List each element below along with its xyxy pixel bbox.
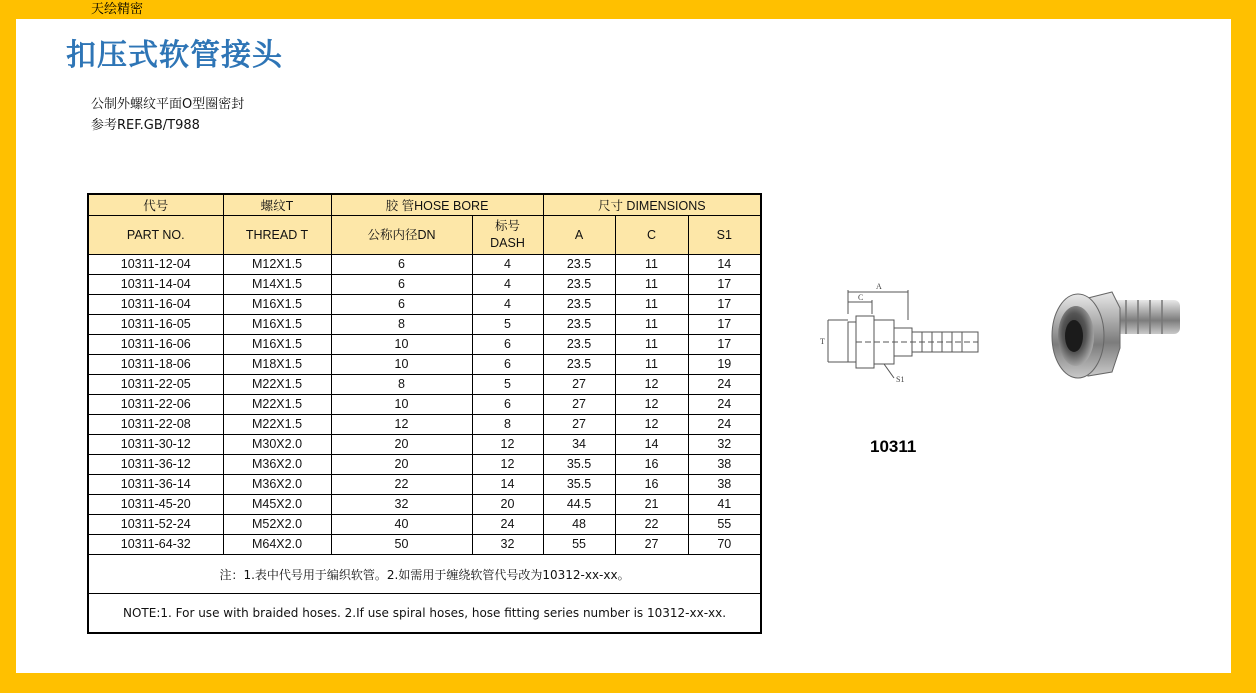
cell-c: 14 [615, 435, 688, 455]
cell-c: 22 [615, 515, 688, 535]
cell-a: 23.5 [543, 255, 615, 275]
cell-thread: M18X1.5 [223, 355, 331, 375]
cell-thread: M16X1.5 [223, 315, 331, 335]
cell-a: 44.5 [543, 495, 615, 515]
cell-c: 16 [615, 475, 688, 495]
drawing-label-c: C [858, 293, 864, 302]
cell-a: 27 [543, 395, 615, 415]
header-dash [472, 216, 543, 255]
cell-dash: 4 [472, 275, 543, 295]
cell-dash: 6 [472, 395, 543, 415]
cell-part-no: 10311-36-12 [88, 455, 223, 475]
cell-dash: 12 [472, 455, 543, 475]
cell-thread: M64X2.0 [223, 535, 331, 555]
table-row [88, 315, 761, 335]
cell-s1: 17 [688, 295, 761, 315]
cell-thread: M16X1.5 [223, 335, 331, 355]
subtitle-reference: 参考REF.GB/T988 [91, 118, 200, 133]
header-a: A [543, 216, 615, 255]
cell-c: 12 [615, 395, 688, 415]
cell-thread: M30X2.0 [223, 435, 331, 455]
table-row [88, 375, 761, 395]
cell-part-no: 10311-18-06 [88, 355, 223, 375]
cell-dn: 40 [331, 515, 472, 535]
header-part-no: PART NO. [88, 216, 223, 255]
cell-dn: 6 [331, 295, 472, 315]
cell-a: 55 [543, 535, 615, 555]
cell-thread: M36X2.0 [223, 455, 331, 475]
table-row [88, 435, 761, 455]
cell-s1: 70 [688, 535, 761, 555]
cell-part-no: 10311-64-32 [88, 535, 223, 555]
table-row [88, 515, 761, 535]
table-row [88, 535, 761, 555]
cell-dash: 4 [472, 295, 543, 315]
cell-thread: M12X1.5 [223, 255, 331, 275]
cell-c: 11 [615, 275, 688, 295]
cell-dash: 14 [472, 475, 543, 495]
cell-part-no: 10311-16-05 [88, 315, 223, 335]
cell-dn: 6 [331, 255, 472, 275]
cell-dash: 12 [472, 435, 543, 455]
header-dash-en: DASH [490, 236, 525, 250]
cell-s1: 55 [688, 515, 761, 535]
cell-part-no: 10311-52-24 [88, 515, 223, 535]
cell-thread: M36X2.0 [223, 475, 331, 495]
cell-part-no: 10311-16-06 [88, 335, 223, 355]
cell-a: 35.5 [543, 455, 615, 475]
cell-s1: 24 [688, 375, 761, 395]
cell-dn: 8 [331, 375, 472, 395]
cell-thread: M14X1.5 [223, 275, 331, 295]
cell-s1: 17 [688, 315, 761, 335]
cell-dn: 50 [331, 535, 472, 555]
cell-dn: 20 [331, 455, 472, 475]
header-thread: 螺纹T [223, 194, 331, 216]
cell-s1: 19 [688, 355, 761, 375]
cell-s1: 32 [688, 435, 761, 455]
fitting-photo [1048, 288, 1183, 388]
subtitle-description: 公制外螺纹平面O型圈密封 [91, 97, 245, 112]
product-code-caption: 10311 [870, 437, 917, 456]
cell-a: 23.5 [543, 355, 615, 375]
note-chinese: 注：1.表中代号用于编织软管。2.如需用于缠绕软管代号改为10312-xx-xx。 [88, 555, 761, 594]
header-dimensions: 尺寸 DIMENSIONS [543, 194, 761, 216]
drawing-label-s1: S1 [896, 375, 905, 384]
cell-c: 12 [615, 415, 688, 435]
cell-part-no: 10311-45-20 [88, 495, 223, 515]
cell-dash: 24 [472, 515, 543, 535]
drawing-label-a: A [876, 282, 882, 291]
cell-part-no: 10311-16-04 [88, 295, 223, 315]
cell-s1: 17 [688, 275, 761, 295]
table-row [88, 295, 761, 315]
cell-c: 12 [615, 375, 688, 395]
cell-s1: 17 [688, 335, 761, 355]
cell-part-no: 10311-30-12 [88, 435, 223, 455]
table-row [88, 355, 761, 375]
cell-part-no: 10311-14-04 [88, 275, 223, 295]
table-row [88, 495, 761, 515]
table-row [88, 455, 761, 475]
cell-c: 11 [615, 295, 688, 315]
cell-dn: 22 [331, 475, 472, 495]
header-code: 代号 [88, 194, 223, 216]
cell-part-no: 10311-36-14 [88, 475, 223, 495]
cell-a: 34 [543, 435, 615, 455]
cell-dash: 5 [472, 315, 543, 335]
header-s1: S1 [688, 216, 761, 255]
page-title: 扣压式软管接头 [66, 38, 283, 73]
cell-s1: 24 [688, 415, 761, 435]
cell-thread: M16X1.5 [223, 295, 331, 315]
cell-a: 27 [543, 415, 615, 435]
header-hose-bore: 胶 管HOSE BORE [331, 194, 543, 216]
cell-dn: 8 [331, 315, 472, 335]
cell-s1: 38 [688, 475, 761, 495]
cell-thread: M22X1.5 [223, 375, 331, 395]
brand-name: 天绘精密 [91, 2, 144, 17]
cell-a: 27 [543, 375, 615, 395]
cell-c: 21 [615, 495, 688, 515]
cell-thread: M22X1.5 [223, 395, 331, 415]
cell-a: 23.5 [543, 335, 615, 355]
drawing-label-t: T [820, 337, 825, 346]
cell-thread: M45X2.0 [223, 495, 331, 515]
cell-c: 11 [615, 335, 688, 355]
table-row [88, 395, 761, 415]
cell-dash: 8 [472, 415, 543, 435]
cell-a: 23.5 [543, 315, 615, 335]
table-row [88, 275, 761, 295]
table-row [88, 415, 761, 435]
table-row [88, 335, 761, 355]
cell-dn: 10 [331, 335, 472, 355]
cell-c: 16 [615, 455, 688, 475]
cell-dash: 32 [472, 535, 543, 555]
cell-dn: 6 [331, 275, 472, 295]
cell-a: 35.5 [543, 475, 615, 495]
cell-a: 23.5 [543, 275, 615, 295]
header-dash-cn: 标号 [495, 219, 521, 233]
header-c: C [615, 216, 688, 255]
cell-s1: 41 [688, 495, 761, 515]
header-thread-t: THREAD T [223, 216, 331, 255]
cell-dn: 20 [331, 435, 472, 455]
cell-s1: 14 [688, 255, 761, 275]
cell-dash: 6 [472, 335, 543, 355]
fitting-drawing [818, 280, 983, 390]
cell-s1: 38 [688, 455, 761, 475]
cell-c: 11 [615, 355, 688, 375]
cell-part-no: 10311-22-06 [88, 395, 223, 415]
cell-c: 27 [615, 535, 688, 555]
cell-c: 11 [615, 315, 688, 335]
spec-table [87, 193, 762, 634]
cell-dash: 5 [472, 375, 543, 395]
cell-dash: 4 [472, 255, 543, 275]
cell-part-no: 10311-12-04 [88, 255, 223, 275]
cell-part-no: 10311-22-05 [88, 375, 223, 395]
note-english: NOTE:1. For use with braided hoses. 2.If use spiral hoses, hose fitting series number is 10312-xx-xx. [88, 594, 761, 634]
cell-s1: 24 [688, 395, 761, 415]
cell-thread: M22X1.5 [223, 415, 331, 435]
cell-a: 48 [543, 515, 615, 535]
table-row [88, 255, 761, 275]
cell-a: 23.5 [543, 295, 615, 315]
cell-dn: 12 [331, 415, 472, 435]
cell-thread: M52X2.0 [223, 515, 331, 535]
header-dn: 公称内径DN [331, 216, 472, 255]
cell-dash: 20 [472, 495, 543, 515]
cell-dn: 32 [331, 495, 472, 515]
table-row [88, 475, 761, 495]
cell-dn: 10 [331, 395, 472, 415]
cell-c: 11 [615, 255, 688, 275]
cell-dn: 10 [331, 355, 472, 375]
cell-part-no: 10311-22-08 [88, 415, 223, 435]
cell-dash: 6 [472, 355, 543, 375]
